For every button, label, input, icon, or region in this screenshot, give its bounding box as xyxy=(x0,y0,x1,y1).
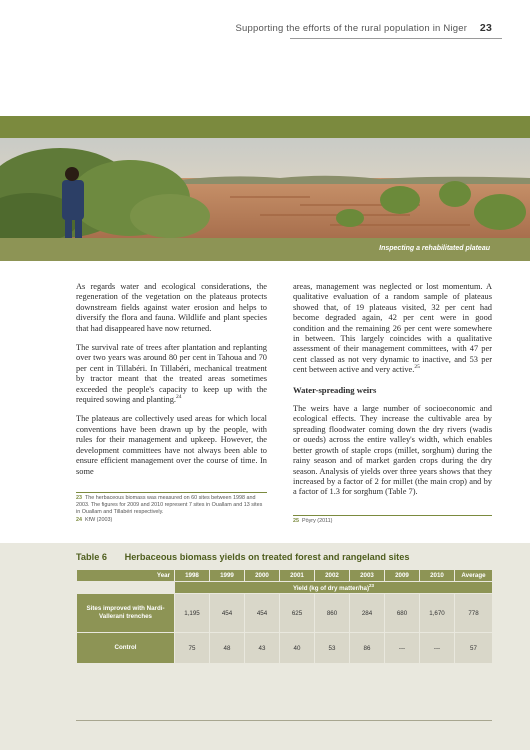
average-header: Average xyxy=(455,570,493,582)
table-caption xyxy=(76,552,409,562)
value-cell: 1,670 xyxy=(420,594,455,633)
value-cell: 75 xyxy=(175,633,210,664)
value-cell: 778 xyxy=(455,594,493,633)
footnote-rule-right xyxy=(293,515,492,516)
table-row xyxy=(77,633,493,664)
table-title: Herbaceous biomass yields on treated forest and rangeland sites xyxy=(124,552,410,562)
running-title: Supporting the efforts of the rural population in Niger xyxy=(235,23,468,34)
year-header: Year xyxy=(77,570,175,582)
footnote-24: 24 KfW (2003) xyxy=(76,516,113,523)
value-cell: 625 xyxy=(280,594,315,633)
value-cell: 1,195 xyxy=(175,594,210,633)
value-cell: 43 xyxy=(245,633,280,664)
running-header xyxy=(170,22,492,34)
value-cell: 53 xyxy=(315,633,350,664)
footnote-ref-25: 25 xyxy=(414,364,420,371)
year-cell: 2010 xyxy=(420,570,455,582)
unit-footnote-ref: 23 xyxy=(369,582,375,588)
value-cell: 454 xyxy=(245,594,280,633)
footnote-23: 23 The herbaceous biomass was measured on 60 sites between 1998 and 2003. The figures for 2009 and 2010 represent 7 sites in Ouallam and 13 sites in Ouallam and Tillabéri respectively. xyxy=(76,495,263,516)
table-bottom-rule xyxy=(76,720,492,721)
left-column xyxy=(76,282,267,486)
value-cell: 57 xyxy=(455,633,493,664)
caption-bar xyxy=(0,238,530,261)
year-cell: 2001 xyxy=(280,570,315,582)
value-cell: 86 xyxy=(350,633,385,664)
value-cell: 680 xyxy=(385,594,420,633)
left-paragraph-1: As regards water and ecological considerations, the regeneration of the vegetation on the plateaus protects downstream fields against water erosion and helps to diversify the flora and fauna. Wildlife and plant species that had disappeared have now returned. xyxy=(76,282,267,333)
photo-top-band xyxy=(0,116,530,138)
unit-header: Yield (kg of dry matter/ha)$^{23}$ xyxy=(175,582,493,594)
unit-row xyxy=(77,582,493,594)
year-cell: 1999 xyxy=(210,570,245,582)
value-cell: --- xyxy=(420,633,455,664)
value-cell: 284 xyxy=(350,594,385,633)
row-label: Control xyxy=(77,633,175,664)
left-paragraph-2: The survival rate of trees after plantation and replanting over two years was around 80 per cent in Tahoua and 70 per cent in Tillabéri. In Tillabéri, mechanical treatment by tractor meant that the treated areas sometimes exceeded the people's capacity to keep up with the required sowing and planting.$^{24}$ xyxy=(76,343,267,405)
year-cell: 2002 xyxy=(315,570,350,582)
plateau-photo xyxy=(0,138,530,238)
left-paragraph-3: The plateaus are collectively used areas for which local conventions have been drawn up by the people, with rules for their management and upkeep. However, the development committees have not always been able to ensure efficient management over the course of time. In some xyxy=(76,414,267,476)
blank-cell xyxy=(77,582,175,594)
photo-block xyxy=(0,116,530,261)
table-row xyxy=(77,594,493,633)
value-cell: 40 xyxy=(280,633,315,664)
year-cell: 2000 xyxy=(245,570,280,582)
footnote-25: 25 Pöyry (2011) xyxy=(293,518,333,524)
right-paragraph-2: The weirs have a large number of socioeconomic and ecological effects. They increase the cultivable area by spreading floodwater coming down the dry rivers (wadis or oueds) across the entire valley's width, which enables better growth of staple crops (millet, sorghum) during the rainy season and of market garden crops during the dry season. Analysis of yields over three years shows that they increased by a factor of 2 for millet (the main crop) and by a factor of 1.3 for sorghum (Table 7). xyxy=(293,404,492,497)
table-label: Table 6 xyxy=(76,552,107,562)
year-cell: 1998 xyxy=(175,570,210,582)
footnotes-left xyxy=(76,495,267,524)
value-cell: 454 xyxy=(210,594,245,633)
value-cell: 48 xyxy=(210,633,245,664)
right-paragraph-1: areas, management was neglected or lost momentum. A qualitative evaluation of a random sample of plateaus showed that, of 19 plateaus visited, 32 per cent had become degraded again, 42 per cent were in good condition and the remaining 26 per cent were somewhere in between. This largely coincides with a qualitative assessment of their management committees, with 47 per cent classed as not very dynamic to inactive, and 53 per cent between active and very active.$^{25}$ xyxy=(293,282,492,375)
table-header-row xyxy=(77,570,493,582)
value-cell: --- xyxy=(385,633,420,664)
section-heading: Water-spreading weirs xyxy=(293,384,377,395)
footnote-rule-left xyxy=(76,492,267,493)
year-cell: 2003 xyxy=(350,570,385,582)
row-label: Sites improved with Nardi-Vallerani trenches xyxy=(77,594,175,633)
page-number: 23 xyxy=(479,22,492,34)
footnote-ref-24: 24 xyxy=(176,394,182,401)
footnotes-right xyxy=(293,518,492,525)
yield-table xyxy=(76,569,493,664)
year-cell: 2009 xyxy=(385,570,420,582)
right-column xyxy=(293,282,492,507)
value-cell: 860 xyxy=(315,594,350,633)
photo-caption: Inspecting a rehabilitated plateau xyxy=(379,245,490,252)
header-rule xyxy=(290,38,502,39)
